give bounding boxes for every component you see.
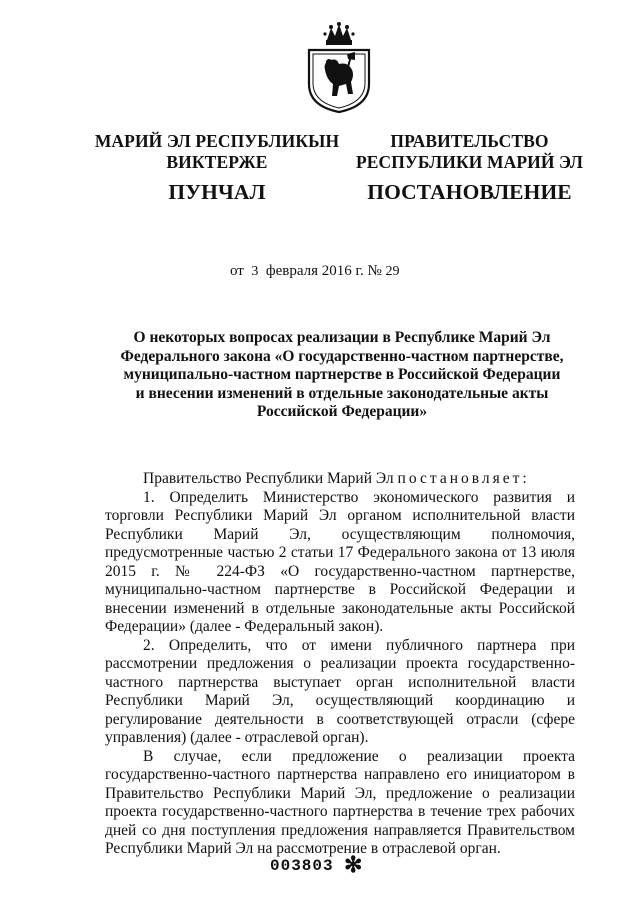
title-line: Российской Федерации» <box>256 403 428 420</box>
title-line: О некоторых вопросах реализации в Республике Марий Эл <box>133 329 551 346</box>
serial-number: 003803 <box>270 857 334 875</box>
title-line: и внесении изменений в отдельные законодательные акты <box>135 384 549 402</box>
date-prefix: от <box>230 263 244 279</box>
header-left-line1: МАРИЙ ЭЛ РЕСПУБЛИКЫН <box>94 131 340 151</box>
header-right-line2: РЕСПУБЛИКИ МАРИЙ ЭЛ <box>355 152 584 172</box>
title-line: муниципально-частном партнерстве в Российской Федерации <box>123 366 561 383</box>
header-left-doc-type: ПУНЧАЛ <box>168 180 266 204</box>
header-right-line1: ПРАВИТЕЛЬСТВО <box>390 131 549 151</box>
header-right-doc-type: ПОСТАНОВЛЕНИЕ <box>367 180 572 204</box>
title-line: Федерального закона «О государственно-частном партнерстве, <box>120 347 564 365</box>
intro-subject: Правительство Республики Марий Эл <box>143 470 394 487</box>
document-title <box>92 329 592 422</box>
asterisk-mark: ✻ <box>344 852 363 877</box>
number-sign: № <box>367 263 382 279</box>
paragraph-1: 1. Определить Министерство экономического развития и торговли Республики Марий Эл органом исполнительной власти Республики Марий Эл, осуществляющим полномочия, предусмотренные частью 2 статьи 17 Федерального закона от 13 июля 2015 г. № 224-ФЗ «О государственно-частном партнерстве, муниципально-частном партнерстве в Российской Федерации и внесении изменений в отдельные законодательные акты Российской Федерации» (далее - Федеральный закон). <box>105 488 575 635</box>
paragraph-3: В случае, если предложение о реализации проекта государственно-частного партнерства направлено его инициатором в Правительство Республики Марий Эл, предложение о реализации проекта государственно-частного партнерства в течение трех рабочих дней со дня поступления предложения направляется Правительством Республики Марий Эл на рассмотрение в отраслевой орган. <box>105 747 575 857</box>
header-left-line2: ВИКТЕРЖЕ <box>166 152 268 172</box>
paragraph-2: 2. Определить, что от имени публичного партнера при рассмотрении предложения о реализации проекта государственно-частного партнерства выступает орган исполнительной власти Республики Марий Эл, осуществляющий координацию и регулирование деятельности в соответствующей отрасли (сфере управления) (далее - отраслевой орган). <box>105 636 575 746</box>
header-right-block <box>352 131 587 203</box>
document-number: 29 <box>385 264 400 279</box>
coat-of-arms-icon <box>303 22 375 114</box>
header-left-block <box>92 131 342 203</box>
intro-paragraph <box>105 470 575 489</box>
document-body <box>105 470 575 859</box>
date-month-year: февраля 2016 г. <box>265 263 364 279</box>
date-day: 3 <box>251 264 259 279</box>
date-line <box>230 263 400 280</box>
intro-verb: постановляет: <box>397 470 530 487</box>
